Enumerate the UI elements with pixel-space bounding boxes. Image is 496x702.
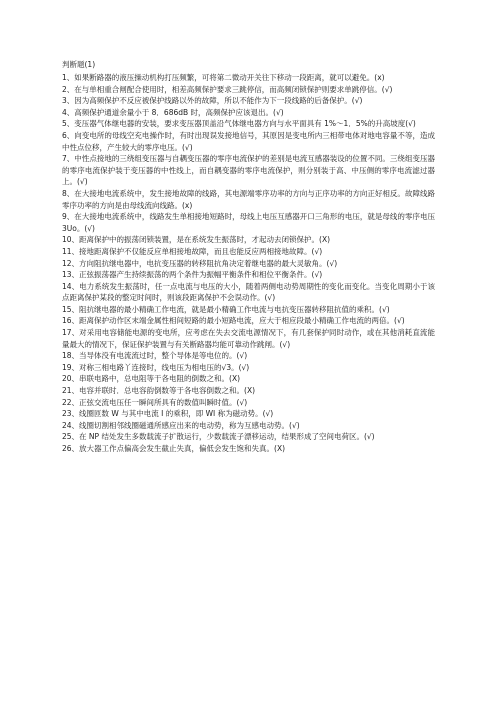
question-item: 12、方向阻抗继电器中，电抗变压器的转移阻抗角决定着继电器的最大灵敏角。(√) [62,258,338,268]
question-item: 3、因为高频保护不反应被保护线路以外的故障，所以不能作为下一段线路的后备保护。(√) [62,96,363,106]
question-item: 2、在与单相重合闸配合使用时，相差高频保护要求三跳停信，而高频闭锁保护则要求单跳停信。(√) [62,84,393,94]
question-item: 18、当导体没有电流流过时，整个导体是等电位的。(√) [62,351,248,361]
question-item: 1、如果断路器的液压操动机构打压频繁，可将第二微动开关往下移动一段距离，就可以避免。(x) [62,73,385,82]
question-item: 13、正弦振荡器产生持续振荡的两个条件为振幅平衡条件和相位平衡条件。(√) [62,270,323,280]
question-item: 21、电容并联时．总电容韵倒数等于各电容倒数之和。(X) [62,386,256,396]
question-item: 10、距离保护中的振荡闭锁装置，是在系统发生振荡时，才起动去闭锁保护。(X) [62,235,331,245]
question-item: 5、变压器气体继电器的安装，要求变压器顶盖沿气体继电器方向与水平面具有 1%～1．5%的升高坡度(√) [62,119,416,129]
question-item: 26、放大器工作点偏高会发生截止失真，偏低会发生饱和失真。(X) [62,444,286,453]
question-item: 15、阻抗继电器的最小精确工作电流，就是最小精确工作电流与电抗变压器转移阻抗值的乘积。(√) [62,304,390,314]
question-item: 17、对采用电容储能电源的变电所，应考虑在失去交流电源情况下，有几套保护同时动作，或在其他消耗直流能量最大的情况下，保证保护装置与有关断路器均能可靠动作跳闸。(√) [62,328,435,349]
question-item: 7、中性点接地的三绕组变压器与自耦变压器的零序电流保护的差别是电流互感器装设的位置不同。三绕组变压器的零序电流保护装于变压器的中性线上，而自耦变器的零序电流保护，则分别装于高、中压侧的零序电流滤过器上。(√) [62,154,435,187]
document-title: 判断题(1) [62,60,96,69]
question-item: 23、线圈匝数 W 与其中电流 I 的乘积，即 WI 称为磁动势。(√) [62,409,274,419]
question-item: 25、在 NP 结处发生多数载流子扩散运行，少数载流子漂移运动，结果形成了空间电荷区。(√) [62,432,375,442]
question-item: 8、在大接地电流系统中，发生接地故障的线路，其电源端零序功率的方向与正序功率的方向正好相反。故障线路零序功率的方向是由母线流向线路。(x) [62,188,435,210]
question-item: 19、对称三相电路丫连接时，线电压为相电压的√3。(√) [62,362,250,372]
question-item: 9、在大接地电流系统中，线路发生单相接地短路时，母线上电压互感器开口三角形的电压，就是母线的零序电压 3Uo。(√) [62,212,435,233]
question-item: 4、高频保护通道余量小于 8．686dB 时，高频保护应该退出。(√) [62,107,284,117]
question-item: 22、正弦交流电压任一瞬间所具有的数值叫瞬时值。(√) [62,397,248,407]
question-item: 6、向变电所的母线空充电操作时，有时出现误发接地信号，其原因是变电所内三相带电体对地电容量不等，造成中性点位移，产生较大的零序电压。(√) [62,130,435,152]
question-item: 24、线圈切割相邻线圈磁通所感应出来的电动势，称为互感电动势。(√) [62,420,300,430]
document-page [62,58,435,455]
question-list [62,72,435,455]
question-item: 11、接地距离保护不仅能反应单相接地故障，而且也能反应两相接地故障。(√) [62,246,323,256]
question-item: 14、电力系统发生振荡时，任一点电流与电压的大小，随着两侧电动势周期性的变化而变化。当变化周期小于该点距离保护某段的整定时间时，则该段距离保护不会误动作。(√) [62,281,435,303]
question-item: 20、串联电路中，总电阻等于各电阻的倒数之和。(X) [62,374,241,384]
question-item: 16、距离保护动作区末端金属性相间短路的最小短路电流，应大于相应段最小精确工作电流的两倍。(√) [62,316,405,326]
